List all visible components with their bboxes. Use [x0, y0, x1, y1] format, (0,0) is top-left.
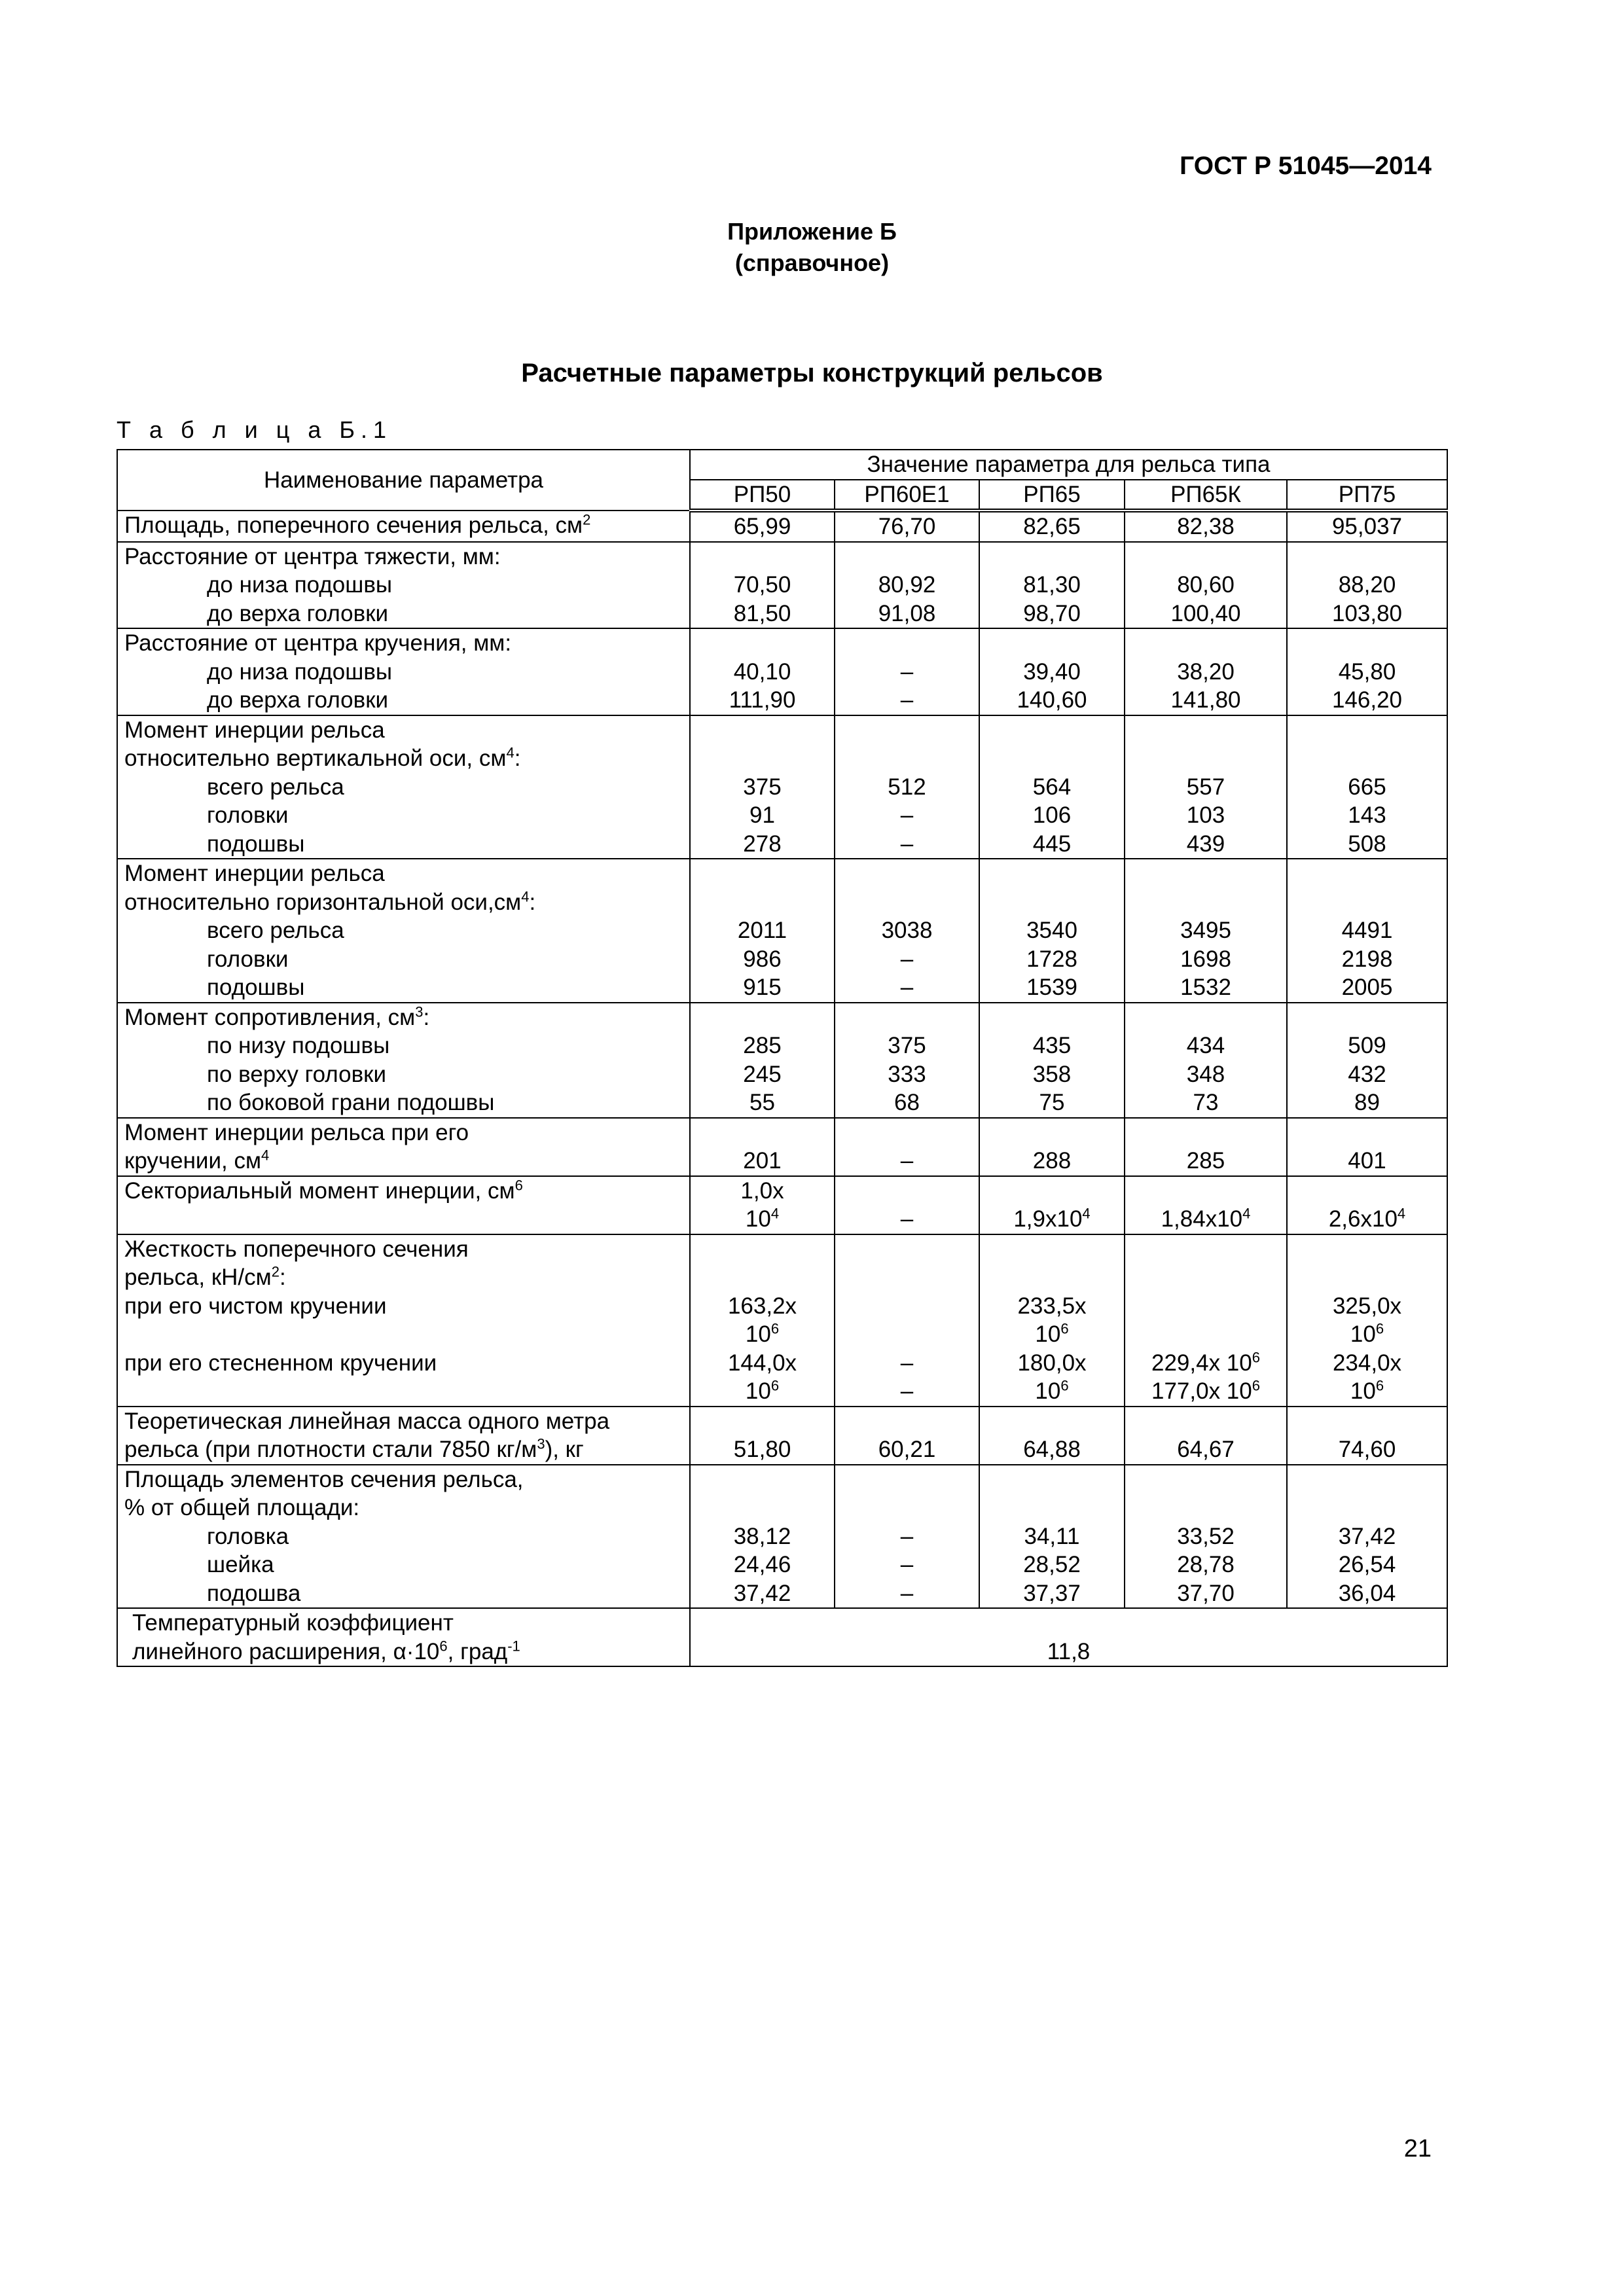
value-cell: 564 106 445 — [979, 715, 1125, 859]
value-cell: 201 — [690, 1118, 835, 1176]
table-row — [117, 1176, 1447, 1234]
value-cell: 88,20 103,80 — [1287, 542, 1447, 629]
value-cell: $1,9x10^4$ — [979, 1176, 1125, 1234]
col-header-rp65: РП65 — [979, 480, 1125, 511]
value-cell: $2,6x10^4$ — [1287, 1176, 1447, 1234]
value-cell: 557 103 439 — [1125, 715, 1287, 859]
table-row — [117, 715, 1447, 859]
param-cell: Момент инерции рельса относительно горизонтальной $оси,см^4$: всего рельса головки подошвы — [117, 859, 690, 1003]
page-number: 21 — [1403, 2135, 1432, 2162]
value-cell: 434 348 73 — [1125, 1003, 1287, 1118]
param-cell: Расстояние от центра тяжести, мм: до низа подошвы до верха головки — [117, 542, 690, 629]
table-row — [117, 1003, 1447, 1118]
col-header-rp50: РП50 — [690, 480, 835, 511]
value-cell: 34,11 28,52 37,37 — [979, 1465, 1125, 1609]
table-caption: Т а б л и ц а Б.1 — [117, 416, 393, 443]
param-cell: Теоретическая линейная масса одного метра рельса (при плотности стали 7850 $кг/м^3$), кг — [117, 1407, 690, 1465]
table-row — [117, 859, 1447, 1003]
value-cell: 37,42 26,54 36,04 — [1287, 1465, 1447, 1609]
value-cell: – – — [835, 1234, 979, 1407]
param-cell: Температурный коэффициент линейного расширения, $\alpha\cdot 10^6$, град$^{-1}$ — [117, 1608, 690, 1666]
value-cell: 38,20 141,80 — [1125, 628, 1287, 715]
value-cell: 64,88 — [979, 1407, 1125, 1465]
table-row — [117, 511, 1447, 542]
value-cell: 82,38 — [1125, 511, 1287, 542]
value-cell: – — [835, 1118, 979, 1176]
value-cell: 76,70 — [835, 511, 979, 542]
value-cell: 65,99 — [690, 511, 835, 542]
value-cell: 82,65 — [979, 511, 1125, 542]
document-id: ГОСТ Р 51045—2014 — [1180, 152, 1432, 180]
value-cell: 38,12 24,46 37,42 — [690, 1465, 835, 1609]
value-cell: 95,037 — [1287, 511, 1447, 542]
value-cell: 509 432 89 — [1287, 1003, 1447, 1118]
value-cell: 375 91 278 — [690, 715, 835, 859]
appendix-status: (справочное) — [734, 249, 890, 276]
col-header-rp65k: РП65К — [1125, 480, 1287, 511]
value-header: Значение параметра для рельса типа — [690, 450, 1447, 480]
param-cell: Момент инерции рельса относительно вертикальной оси, $см^4$: всего рельса головки подошвы — [117, 715, 690, 859]
value-cell: – — [835, 1176, 979, 1234]
value-cell: 665 143 508 — [1287, 715, 1447, 859]
value-cell: 285 245 55 — [690, 1003, 835, 1118]
value-cell-merged: 11,8 — [690, 1608, 1447, 1666]
value-cell: 64,67 — [1125, 1407, 1287, 1465]
value-cell: 81,30 98,70 — [979, 542, 1125, 629]
value-cell: – – – — [835, 1465, 979, 1609]
param-cell: Расстояние от центра кручения, мм: до низа подошвы до верха головки — [117, 628, 690, 715]
value-cell: 4491 2198 2005 — [1287, 859, 1447, 1003]
table-row — [117, 628, 1447, 715]
appendix-heading — [0, 216, 1624, 279]
value-cell: 33,52 28,78 37,70 — [1125, 1465, 1287, 1609]
table-row — [117, 1407, 1447, 1465]
value-cell: 74,60 — [1287, 1407, 1447, 1465]
value-cell: 288 — [979, 1118, 1125, 1176]
value-cell: 45,80 146,20 — [1287, 628, 1447, 715]
value-cell: 1,0x $10^4$ — [690, 1176, 835, 1234]
col-header-rp75: РП75 — [1287, 480, 1447, 511]
value-cell: 285 — [1125, 1118, 1287, 1176]
value-cell: 3038 – – — [835, 859, 979, 1003]
value-cell: 3495 1698 1532 — [1125, 859, 1287, 1003]
value-cell: – – — [835, 628, 979, 715]
param-cell: Жесткость поперечного сечения рельса, $кН/см^2$: при его чистом кручении при его стесненном кручении — [117, 1234, 690, 1407]
table-row — [117, 1118, 1447, 1176]
value-cell: 229,4x $10^6$ 177,0x $10^6$ — [1125, 1234, 1287, 1407]
table-row — [117, 542, 1447, 629]
param-cell: Площадь, поперечного сечения рельса, $см^2$ — [117, 511, 690, 542]
value-cell: 60,21 — [835, 1407, 979, 1465]
value-cell: 401 — [1287, 1118, 1447, 1176]
param-cell: Секториальный момент инерции, $см^6$ — [117, 1176, 690, 1234]
value-cell: 80,92 91,08 — [835, 542, 979, 629]
value-cell: 512 – – — [835, 715, 979, 859]
value-cell: 39,40 140,60 — [979, 628, 1125, 715]
value-cell: 3540 1728 1539 — [979, 859, 1125, 1003]
value-cell: 435 358 75 — [979, 1003, 1125, 1118]
value-cell: 233,5x $10^6$ 180,0x $10^6$ — [979, 1234, 1125, 1407]
value-cell: 80,60 100,40 — [1125, 542, 1287, 629]
value-cell: 51,80 — [690, 1407, 835, 1465]
rail-parameters-table — [117, 449, 1448, 1667]
table-row — [117, 1465, 1447, 1609]
value-cell: 375 333 68 — [835, 1003, 979, 1118]
col-header-rp60e1: РП60Е1 — [835, 480, 979, 511]
value-cell: 163,2x $10^6$ 144,0x $10^6$ — [690, 1234, 835, 1407]
value-cell: 70,50 81,50 — [690, 542, 835, 629]
value-cell: 2011 986 915 — [690, 859, 835, 1003]
param-header: Наименование параметра — [117, 450, 690, 511]
appendix-title: Приложение Б — [727, 218, 897, 245]
param-cell: Момент сопротивления, $см^3$: по низу подошвы по верху головки по боковой грани подошвы — [117, 1003, 690, 1118]
value-cell: $1,84x10^4$ — [1125, 1176, 1287, 1234]
value-cell: 40,10 111,90 — [690, 628, 835, 715]
table-row — [117, 1234, 1447, 1407]
value-cell: 325,0x $10^6$ 234,0x $10^6$ — [1287, 1234, 1447, 1407]
param-cell: Площадь элементов сечения рельса, % от общей площади: головка шейка подошва — [117, 1465, 690, 1609]
table-row — [117, 1608, 1447, 1666]
param-cell: Момент инерции рельса при его кручении, $см^4$ — [117, 1118, 690, 1176]
page-title: Расчетные параметры конструкций рельсов — [521, 359, 1103, 387]
